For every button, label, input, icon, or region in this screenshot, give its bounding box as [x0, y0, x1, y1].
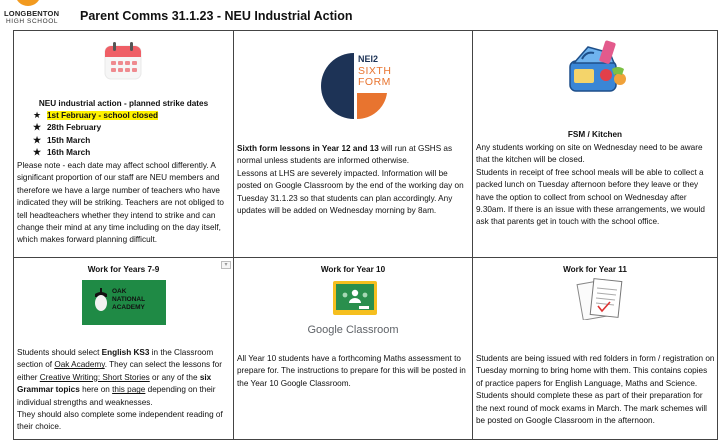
logo-mark [15, 0, 41, 6]
work-year-10-panel [233, 257, 473, 440]
logo-line1: LONGBENTON [4, 9, 60, 18]
strike-date-text: 1st February - school closed [47, 111, 159, 120]
sixth-form-intro-bold: Sixth form lessons in Year 12 and 13 [237, 144, 379, 153]
text-run: Students should select [17, 348, 102, 357]
calendar-icon [103, 41, 143, 81]
work-11-heading: Work for Year 11 [563, 265, 627, 274]
text-run: depending on their individual strengths and weaknesses. [17, 385, 216, 407]
sixth-form-body: Lessons at LHS are severely impacted. Information will be posted on Google Classroom by the end of the working day on Tuesday 31.1.23 so that students can plan accordingly. Any updates will be added on Wednesday morning by 8am. [237, 168, 464, 216]
chevron-down-icon[interactable]: ▾ [221, 261, 231, 269]
text-run-bold: six Grammar topics [17, 372, 212, 395]
text-run-bold: English KS3 [101, 348, 150, 357]
sixth-form-panel [233, 30, 473, 258]
page-header [0, 0, 720, 30]
star-icon: ★ [33, 110, 42, 120]
work-11-body: Students are being issued with red folders in form / registration on Tuesday morning to bring home with them. This contains copies of practice papers for English Language, Maths and Science. Students should complete these as part of their preparation for the next round of mock exams in March. The mark schemes will be posted on Google Classroom in the afternoon. [476, 354, 715, 426]
oak-logo-line3: ACADEMY [112, 304, 145, 311]
work-years-7-9-panel [13, 257, 234, 440]
star-icon: ★ [33, 122, 42, 133]
strike-body: Please note - each date may affect school differently. A significant proportion of our staff are NEU members and therefore we have a large number of teachers who have indicated they will be striking. Teachers are not obliged to tell headteachers whether they intend to strike and can change their mind at any time including on the day itself, which makes forward planning difficult. [17, 161, 224, 245]
sixth-form-text [237, 143, 471, 217]
strike-date-item [33, 134, 158, 146]
creative-writing-link[interactable]: Creative Writing: Short Stories [39, 372, 150, 382]
oak-academy-logo [82, 280, 166, 325]
exam-paper-icon [572, 278, 628, 320]
content-grid [13, 30, 718, 440]
oak-logo-line1: OAK [112, 288, 127, 295]
strike-dates-panel [13, 30, 234, 258]
work-10-body: All Year 10 students have a forthcoming Maths assessment to prepare for. The instructions to prepare for this will be posted in the Year 10 Google Classroom. [237, 354, 466, 388]
work-10-heading: Work for Year 10 [320, 265, 386, 274]
sixth-form-logo-mid: SIXTH [358, 65, 392, 77]
google-classroom-wordmark: Google Classroom [307, 324, 399, 336]
star-icon: ★ [33, 134, 42, 145]
page-title: Parent Comms 31.1.23 - NEU Industrial Action [80, 9, 353, 23]
strike-heading: NEU industrial action - planned strike dates [38, 99, 209, 108]
strike-date-text: 16th March [47, 148, 91, 158]
school-logo [2, 0, 58, 30]
fsm-text [476, 142, 716, 229]
strike-date-text: 15th March [47, 135, 91, 145]
text-run: here on [79, 385, 113, 395]
work-year-11-panel [472, 257, 718, 440]
work-7-9-heading: Work for Years 7-9 [87, 265, 160, 274]
oak-logo-line2: NATIONAL [112, 296, 146, 303]
google-classroom-icon [332, 280, 378, 318]
text-run: . They can select the lessons for either [17, 360, 222, 382]
oak-academy-link[interactable]: Oak Academy [54, 360, 105, 370]
strike-date-item [33, 121, 158, 133]
text-run: in the Classroom section of [17, 348, 214, 370]
text-run: or any of the [149, 372, 200, 382]
acorn-icon [94, 288, 108, 312]
fsm-para1: Any students working on site on Wednesday need to be aware that the kitchen will be closed. [476, 143, 703, 165]
sixth-form-logo-top: NEI2 [358, 54, 379, 64]
sixth-form-intro-rest: will run at GSHS as normal unless students are informed otherwise. [237, 144, 453, 166]
fsm-kitchen-panel [472, 30, 718, 258]
strike-date-item [33, 146, 158, 158]
strike-date-text: 28th February [47, 123, 102, 133]
logo-line2: HIGH SCHOOL [6, 18, 59, 25]
fsm-para2: Students in receipt of free school meals will be able to collect a packed lunch on Tuesday afternoon before they leave or they have the option to collect from school on Wednesday after 9.30am. If there is an issue with these arrangements, we would ask that parents get in touch with the school office. [476, 167, 705, 227]
work-7-9-text [17, 347, 231, 434]
strike-date-list [33, 109, 158, 159]
text-run: They should also complete some independent reading of their choice. [17, 410, 223, 432]
star-icon: ★ [33, 147, 42, 158]
sixth-form-logo-bottom: FORM [358, 76, 391, 88]
this-page-link[interactable]: this page [112, 385, 146, 395]
fsm-heading: FSM / Kitchen [567, 130, 623, 139]
strike-date-item [33, 109, 158, 121]
lunchbox-icon [566, 39, 630, 95]
